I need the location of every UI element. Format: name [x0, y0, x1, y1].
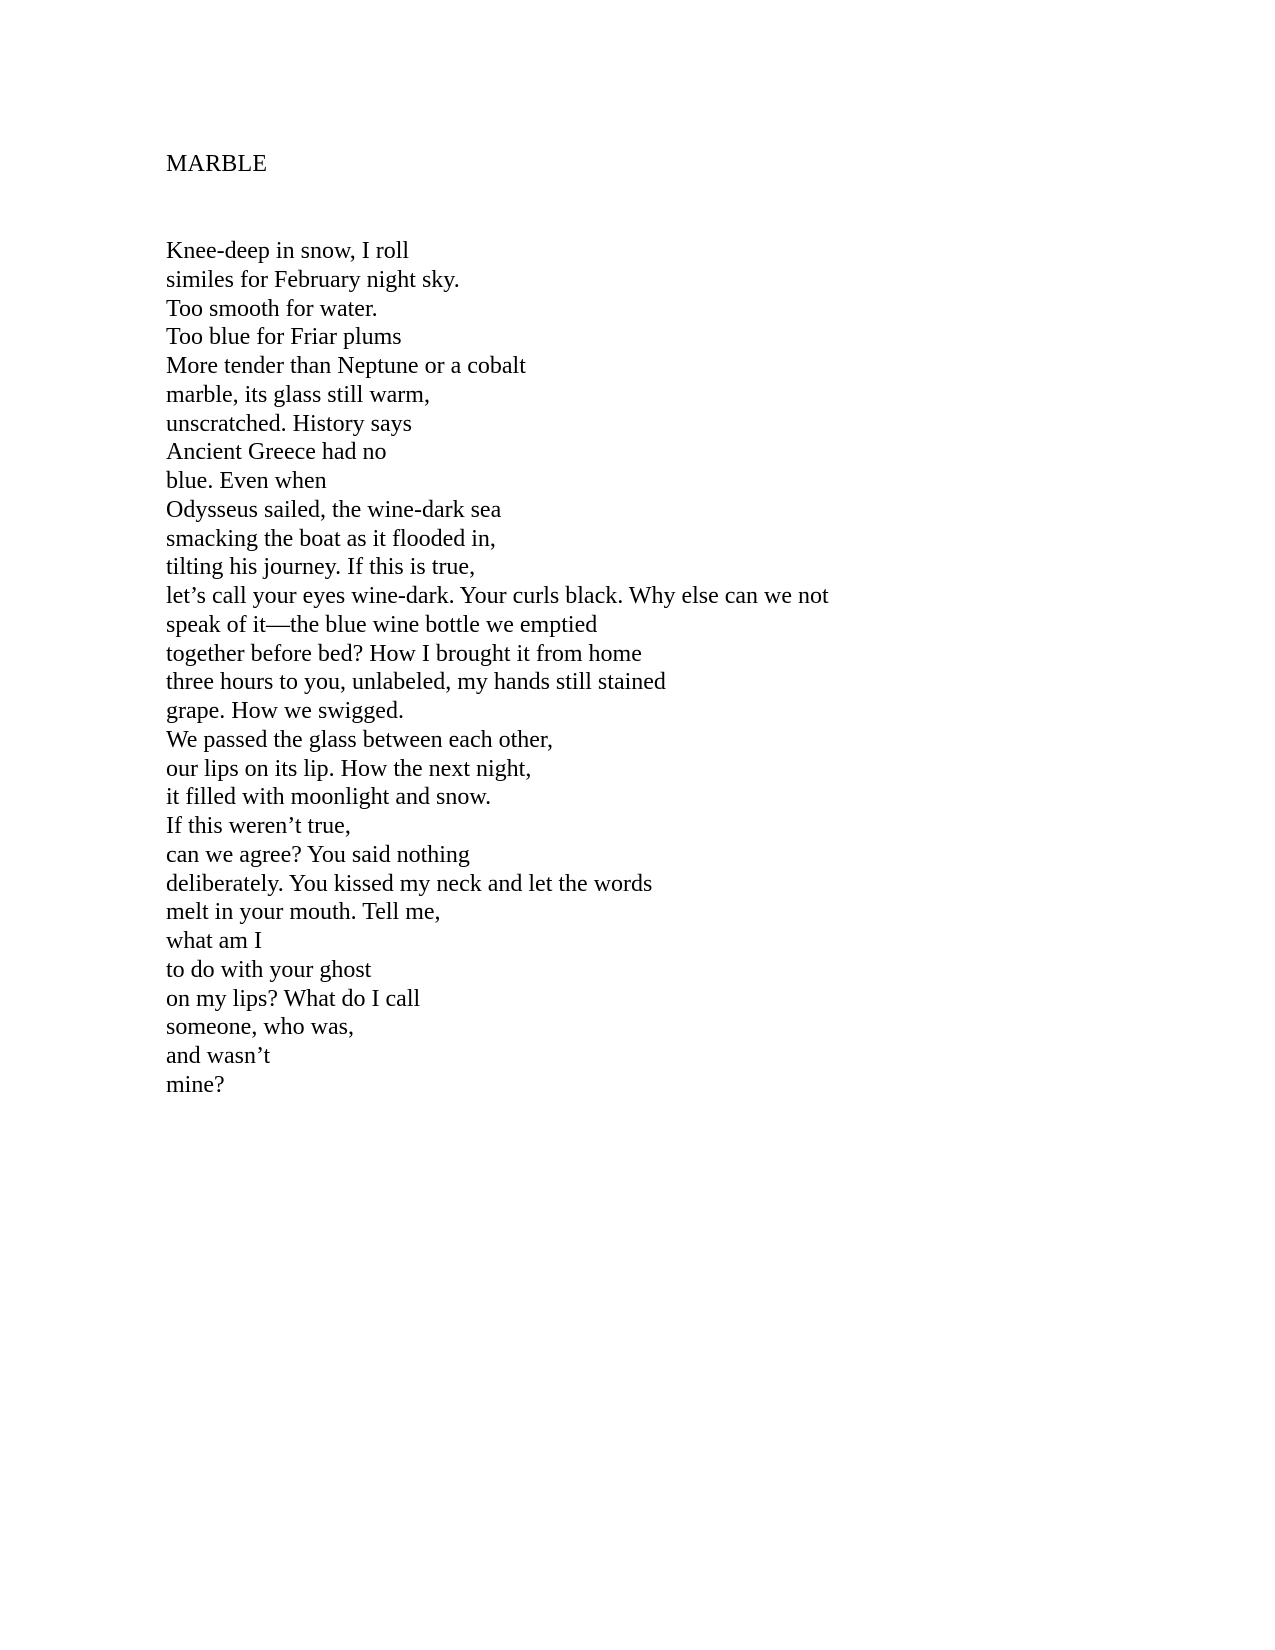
poem-line: similes for February night sky.: [166, 266, 460, 293]
poem-title: MARBLE: [166, 151, 268, 177]
poem-line: mine?: [166, 1071, 225, 1098]
poem-line: together before bed? How I brought it from home: [166, 640, 642, 667]
poem-line: what am I: [166, 928, 262, 954]
poem-line: unscratched. History says: [166, 410, 412, 437]
poem-line: and wasn’t: [166, 1043, 271, 1069]
poem-line: More tender than Neptune or a cobalt: [166, 353, 526, 379]
poem-line: to do with your ghost: [166, 956, 372, 983]
poem-line: Odysseus sailed, the wine-dark sea: [166, 496, 502, 523]
poem-line: three hours to you, unlabeled, my hands still stained: [166, 669, 666, 696]
poem-line: We passed the glass between each other,: [166, 726, 553, 753]
poem-line: marble, its glass still warm,: [166, 381, 430, 408]
poem-line: Too smooth for water.: [166, 295, 378, 322]
poem-body: [166, 237, 1166, 1100]
poem-line: blue. Even when: [166, 468, 327, 494]
poem-line: deliberately. You kissed my neck and let the words: [166, 870, 653, 897]
poem-line: tilting his journey. If this is true,: [166, 554, 476, 581]
poem-line: Ancient Greece had no: [166, 439, 387, 466]
poem-line: it filled with moonlight and snow.: [166, 784, 492, 811]
poem-line: melt in your mouth. Tell me,: [166, 899, 441, 926]
poem-line: Knee-deep in snow, I roll: [166, 238, 410, 264]
poem-line: our lips on its lip. How the next night,: [166, 755, 532, 782]
poem-line: someone, who was,: [166, 1014, 354, 1041]
poem-line: speak of it—the blue wine bottle we emptied: [166, 611, 598, 638]
poem-line: Too blue for Friar plums: [166, 324, 402, 351]
poem-line: on my lips? What do I call: [166, 985, 421, 1012]
poem-line: can we agree? You said nothing: [166, 841, 470, 868]
poem-line: smacking the boat as it flooded in,: [166, 525, 496, 552]
poem-line: grape. How we swigged.: [166, 698, 404, 724]
poem-line: If this weren’t true,: [166, 813, 351, 839]
poem-line: let’s call your eyes wine-dark. Your curls black. Why else can we not: [166, 583, 829, 609]
